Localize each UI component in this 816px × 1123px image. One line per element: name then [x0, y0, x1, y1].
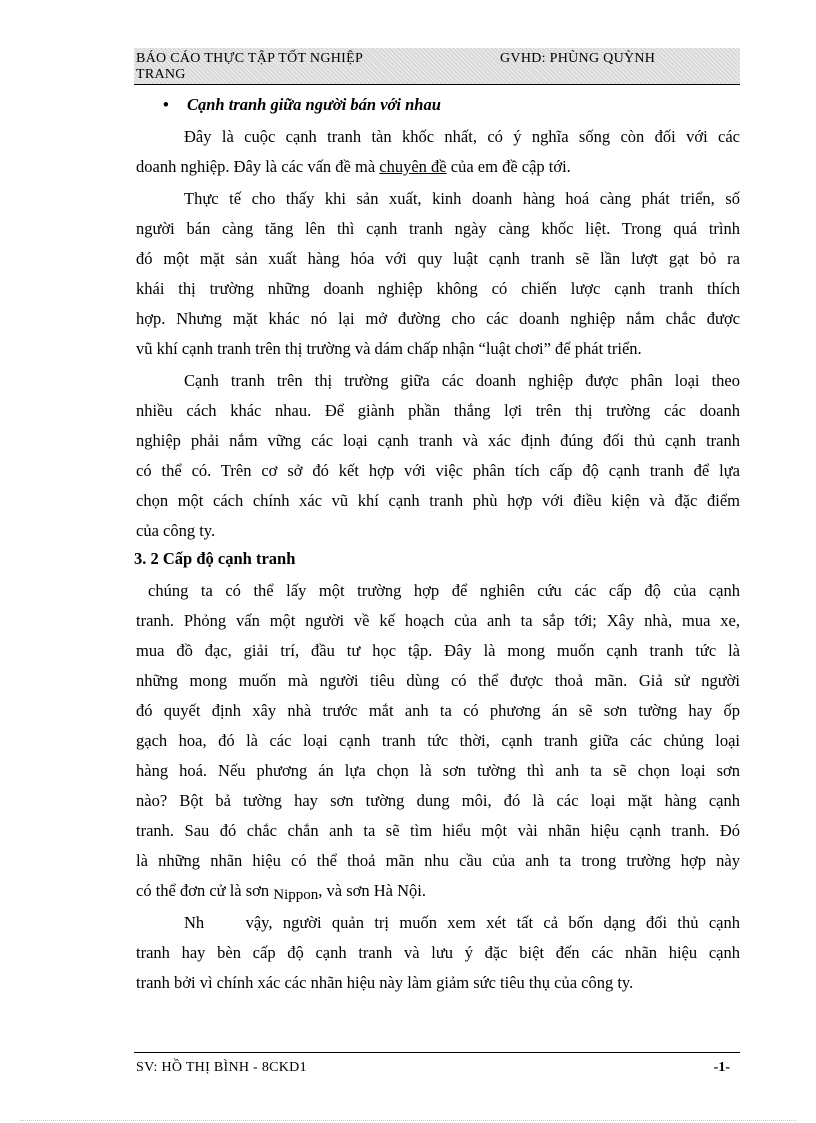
- p2-line-1: Thực tế cho thấy khi sản xuất, kinh doanh hàng hoá càng phát triển, số: [184, 189, 740, 208]
- p4-line-1: chúng ta có thể lấy một trường hợp để nghiên cứu các cấp độ của cạnh: [148, 581, 740, 600]
- p5-line-3: tranh bởi vì chính xác các nhãn hiệu này làm giảm sức tiêu thụ của công ty.: [136, 973, 634, 992]
- brand-nippon: Nippon: [273, 887, 319, 903]
- p4-line-7: hàng hoá. Nếu phương án lựa chọn là sơn tường thì anh ta sẽ chọn loại sơn: [136, 761, 740, 780]
- p4-line-2: tranh. Phỏng vấn một người về kế hoạch của anh ta sắp tới; Xây nhà, mua xe,: [136, 611, 740, 630]
- footer-student: SV: HỒ THỊ BÌNH - 8CKD1: [136, 1060, 307, 1075]
- p4-line-8: nào? Bột bả tường hay sơn tường dung môi, đó là các loại mặt hàng cạnh: [136, 791, 740, 810]
- bullet-heading: [136, 90, 740, 120]
- header-report-title: [136, 51, 363, 83]
- p2-line-5: hợp. Nhưng mặt khác nó lại mở đường cho các doanh nghiệp nắm chắc được: [136, 309, 740, 328]
- p1-line-2-text-a: doanh nghiệp. Đây là các vấn đề mà: [136, 157, 380, 176]
- p2-line-6: vũ khí cạnh tranh trên thị trường và dám chấp nhận “luật chơi” để phát triển.: [136, 339, 642, 358]
- p2-line-3: đó một mặt sản xuất hàng hóa với quy luật cạnh tranh sẽ lần lượt gạt bỏ ra: [136, 249, 740, 268]
- p4-line-10: là những nhãn hiệu có thể thoả mãn nhu cầu của anh ta trong trường hợp này: [136, 851, 740, 870]
- page-bottom-divider: [20, 1120, 796, 1121]
- p3-line-2: nhiều cách khác nhau. Để giành phần thắng lợi trên thị trường các doanh: [136, 401, 740, 420]
- p4-line-11-text-b: , và sơn Hà Nội.: [318, 881, 426, 900]
- p2-line-4: khái thị trường những doanh nghiệp không có chiến lược cạnh tranh thích: [136, 279, 740, 298]
- bullet-icon: •: [163, 95, 169, 114]
- p3-line-1: Cạnh tranh trên thị trường giữa các doanh nghiệp được phân loại theo: [184, 371, 740, 390]
- p4-line-9: tranh. Sau đó chắc chắn anh ta sẽ tìm hiểu một vài nhãn hiệu cạnh tranh. Đó: [136, 821, 740, 840]
- p3-line-3: nghiệp phải nắm vững các loại cạnh tranh và xác định đúng đối thủ cạnh tranh: [136, 431, 740, 450]
- p1-line-2-text-b: của em đề cập tới.: [446, 157, 571, 176]
- p4-line-11-text-a: có thể đơn cử là sơn: [136, 881, 274, 900]
- page-header: [134, 48, 740, 85]
- p5-line-2: tranh hay bèn cấp độ cạnh tranh và lưu ý đặc biệt đến các nhãn hiệu cạnh: [136, 943, 740, 962]
- p3-line-5: chọn một cách chính xác vũ khí cạnh tranh phù hợp với điều kiện và đặc điểm: [136, 491, 740, 510]
- p4-line-4: những mong muốn mà người tiêu dùng có thể được thoả mãn. Giả sử người: [136, 671, 740, 690]
- p3-line-4: có thể có. Trên cơ sở đó kết hợp với việc phân tích cấp độ cạnh tranh để lựa: [136, 461, 740, 480]
- p4-line-6: gạch hoa, đó là các loại cạnh tranh tức thời, cạnh tranh giữa các chủng loại: [136, 731, 740, 750]
- p4-line-5: đó quyết định xây nhà trước mắt anh ta có phương án sẽ sơn tường hay ốp: [136, 701, 740, 720]
- p4-line-11: [136, 876, 740, 906]
- p3-line-6: của công ty.: [136, 521, 216, 540]
- p1-line-2: [136, 152, 740, 182]
- header-title-line2: TRANG: [136, 67, 186, 82]
- chuyen-de-link[interactable]: chuyên đề: [379, 157, 447, 176]
- p1-line-1: Đây là cuộc cạnh tranh tàn khốc nhất, có ý nghĩa sống còn đối với các: [184, 127, 740, 146]
- page-footer: [134, 1052, 740, 1075]
- header-supervisor: GVHD: PHÙNG QUỲNH: [500, 51, 656, 66]
- page-number: -1-: [713, 1060, 730, 1075]
- p2-line-2: người bán càng tăng lên thì cạnh tranh ngày càng khốc liệt. Trong quá trình: [136, 219, 740, 238]
- bullet-heading-text: Cạnh tranh giữa người bán với nhau: [187, 95, 441, 114]
- header-title-line1: BÁO CÁO THỰC TẬP TỐT NGHIỆP: [136, 51, 364, 66]
- p4-line-3: mua đồ đạc, giải trí, đầu tư học tập. Đây là mong muốn cạnh tranh tức là: [136, 641, 740, 660]
- p5-line-1: Nh vậy, người quản trị muốn xem xét tất cả bốn dạng đối thủ cạnh: [184, 913, 740, 932]
- section-title: 3. 2 Cấp độ cạnh tranh: [134, 549, 296, 568]
